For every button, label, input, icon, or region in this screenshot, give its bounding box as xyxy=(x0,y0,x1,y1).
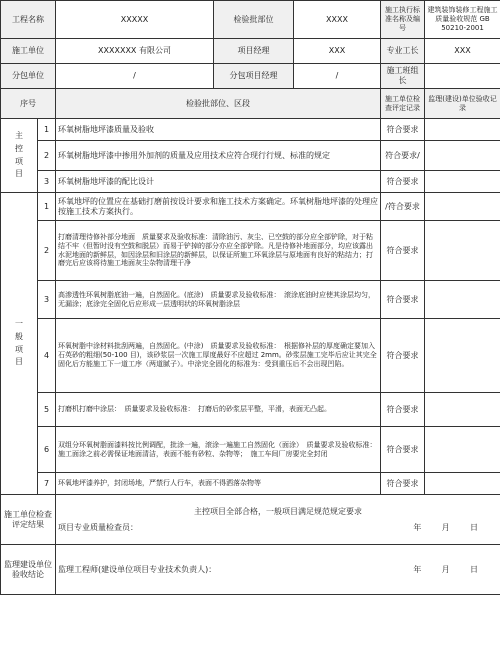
sub-project-manager-label: 分包项目经理 xyxy=(214,64,294,89)
column-header-row xyxy=(1,89,500,119)
contractor-statement: 主控项目全部合格，一般项目满足规范规定要求 xyxy=(194,506,362,516)
foreman-value: XXX xyxy=(425,39,500,64)
standard-label: 施工执行标准名称及编号 xyxy=(381,1,425,39)
contractor-eval: 符合要求 xyxy=(381,319,425,393)
subcontractor-value: / xyxy=(56,64,214,89)
project-name-value: XXXXX xyxy=(56,1,214,39)
contractor-eval: 符合要求 xyxy=(381,281,425,319)
inspection-part-label: 检验批部位 xyxy=(214,1,294,39)
team-leader-value xyxy=(425,64,500,89)
item-number: 7 xyxy=(38,473,56,495)
contractor-eval: 符合要求 xyxy=(381,221,425,281)
contractor-unit-value: XXXXXXX 有限公司 xyxy=(56,39,214,64)
contractor-eval-header: 施工单位检查评定记录 xyxy=(381,89,425,119)
foreman-label: 专业工长 xyxy=(381,39,425,64)
contractor-result-row xyxy=(1,495,500,545)
contractor-eval: 符合要求 xyxy=(381,393,425,427)
project-name-label: 工程名称 xyxy=(1,1,56,39)
item-text: 高渗透性环氧树脂底油一遍，自然固化。(底涂) 质量要求及验收标准： 滚涂底油时应使其涂层均匀，无漏涂；底涂完全固化后应形成一层透明状的环氧树脂涂层 xyxy=(56,281,381,319)
supervisor-signature-line xyxy=(58,565,498,575)
item-number: 3 xyxy=(38,281,56,319)
contractor-eval: 符合要求 xyxy=(381,427,425,473)
project-manager-value: XXX xyxy=(294,39,381,64)
general-row-5 xyxy=(1,393,500,427)
supervisor-eval xyxy=(425,221,500,281)
supervisor-eval xyxy=(425,427,500,473)
general-label: 一般项目 xyxy=(1,193,38,495)
item-number: 5 xyxy=(38,393,56,427)
supervisor-engineer-label: 监理工程师(建设单位项目专业技术负责人)： xyxy=(58,564,217,574)
supervisor-date xyxy=(413,565,498,575)
item-text: 环氧地坪漆养护，封闭场地，严禁行人行车，表面不得洒落杂物等 xyxy=(56,473,381,495)
content-header: 检验批部位、区段 xyxy=(56,89,381,119)
contractor-eval: 符合要求 xyxy=(381,473,425,495)
quality-inspector-label: 项目专业质量检查员： xyxy=(58,522,138,532)
item-text: 环氧树脂地坪漆中掺用外加剂的质量及应用技术应符合现行行规、标准的规定 xyxy=(56,141,381,171)
date-day: 日 xyxy=(470,522,479,532)
contractor-eval: /符合要求 xyxy=(381,193,425,221)
supervisor-result-row xyxy=(1,545,500,595)
header-row-contractor xyxy=(1,39,500,64)
date-year: 年 xyxy=(413,522,422,532)
contractor-eval: 符合要求/ xyxy=(381,141,425,171)
item-number: 4 xyxy=(38,319,56,393)
standard-value: 建筑装饰装修工程施工质量验收规范 GB 50210-2001 xyxy=(425,1,500,39)
date-month: 月 xyxy=(441,564,450,574)
main-control-row-1 xyxy=(1,119,500,141)
sub-project-manager-value: / xyxy=(294,64,381,89)
contractor-eval: 符合要求 xyxy=(381,119,425,141)
item-number: 3 xyxy=(38,171,56,193)
general-row-1 xyxy=(1,193,500,221)
supervisor-eval xyxy=(425,141,500,171)
project-manager-label: 项目经理 xyxy=(214,39,294,64)
contractor-eval: 符合要求 xyxy=(381,171,425,193)
general-row-6 xyxy=(1,427,500,473)
item-text: 环氧地坪的位置应在基础打磨前按设计要求和施工技术方案确定。环氧树脂地坪漆的处理应按施工技术方案执行。 xyxy=(56,193,381,221)
date-month: 月 xyxy=(441,522,450,532)
supervisor-result-body xyxy=(56,545,500,595)
supervisor-eval xyxy=(425,393,500,427)
item-number: 1 xyxy=(38,193,56,221)
main-control-label: 主控项目 xyxy=(1,119,38,193)
contractor-date xyxy=(413,523,498,533)
inspection-part-value: XXXX xyxy=(294,1,381,39)
contractor-unit-label: 施工单位 xyxy=(1,39,56,64)
contractor-result-label: 施工单位检查评定结果 xyxy=(1,495,56,545)
item-text: 双组分环氧树脂面漆料按比例调配，批涂一遍，滚涂一遍施工自然固化（面涂） 质量要求及验收标准： 施工面涂之前必需保证地面清洁，表面不能有砂粒、杂物等； 施工车间厂房要完全封闭 xyxy=(56,427,381,473)
item-text: 打磨清理待修补部分地面 质量要求及验收标准：清除油污、灰尘、已空鼓的部分应全部铲除，对于粘结不牢（但暂时没有空鼓和脱层）而易于铲掉的部分亦应全部铲除。凡是待修补地面部分，均应该露出水泥地面的新鲜层，如因涂层和旧涂层的新鲜层，以保证所施工环氧涂层与原地面有良好的粘结力；打磨完后应该将待施工地面灰尘杂物清理干净 xyxy=(56,221,381,281)
supervisor-eval-header: 监理(建设)单位验收记录 xyxy=(425,89,500,119)
item-number: 2 xyxy=(38,141,56,171)
header-row-subcontractor xyxy=(1,64,500,89)
general-row-7 xyxy=(1,473,500,495)
seq-header: 序号 xyxy=(1,89,56,119)
supervisor-eval xyxy=(425,319,500,393)
supervisor-eval xyxy=(425,171,500,193)
main-control-row-2 xyxy=(1,141,500,171)
item-number: 2 xyxy=(38,221,56,281)
general-row-2 xyxy=(1,221,500,281)
item-text: 打磨机打磨中涂层： 质量要求及验收标准： 打磨后的砂浆层平整，平滑，表面无凸起。 xyxy=(56,393,381,427)
general-row-3 xyxy=(1,281,500,319)
date-day: 日 xyxy=(470,564,479,574)
supervisor-eval xyxy=(425,119,500,141)
date-year: 年 xyxy=(413,564,422,574)
supervisor-eval xyxy=(425,193,500,221)
header-row-project xyxy=(1,1,500,39)
general-row-4 xyxy=(1,319,500,393)
team-leader-label: 施工班组长 xyxy=(381,64,425,89)
item-text: 环氧树脂地坪漆的配比设计 xyxy=(56,171,381,193)
contractor-result-body xyxy=(56,495,500,545)
supervisor-eval xyxy=(425,473,500,495)
contractor-signature-line xyxy=(58,523,498,533)
subcontractor-label: 分包单位 xyxy=(1,64,56,89)
item-number: 6 xyxy=(38,427,56,473)
main-control-row-3 xyxy=(1,171,500,193)
supervisor-result-label: 监理建设单位验收结论 xyxy=(1,545,56,595)
item-text: 环氧树脂中涂材料批刮两遍，自然固化。(中涂) 质量要求及验收标准： 根据修补层的厚度确定要加入石英砂的粗细(50-100 目)，该砂浆层一次施工厚度最好不应超过 2mm。砂浆层施工完毕后应让其完全固化后方能施工下一道工序（两道腻子）。中涂完全固化的标准为：受到重压后不会出现凹陷。 xyxy=(56,319,381,393)
supervisor-eval xyxy=(425,281,500,319)
item-text: 环氧树脂地坪漆质量及验收 xyxy=(56,119,381,141)
item-number: 1 xyxy=(38,119,56,141)
